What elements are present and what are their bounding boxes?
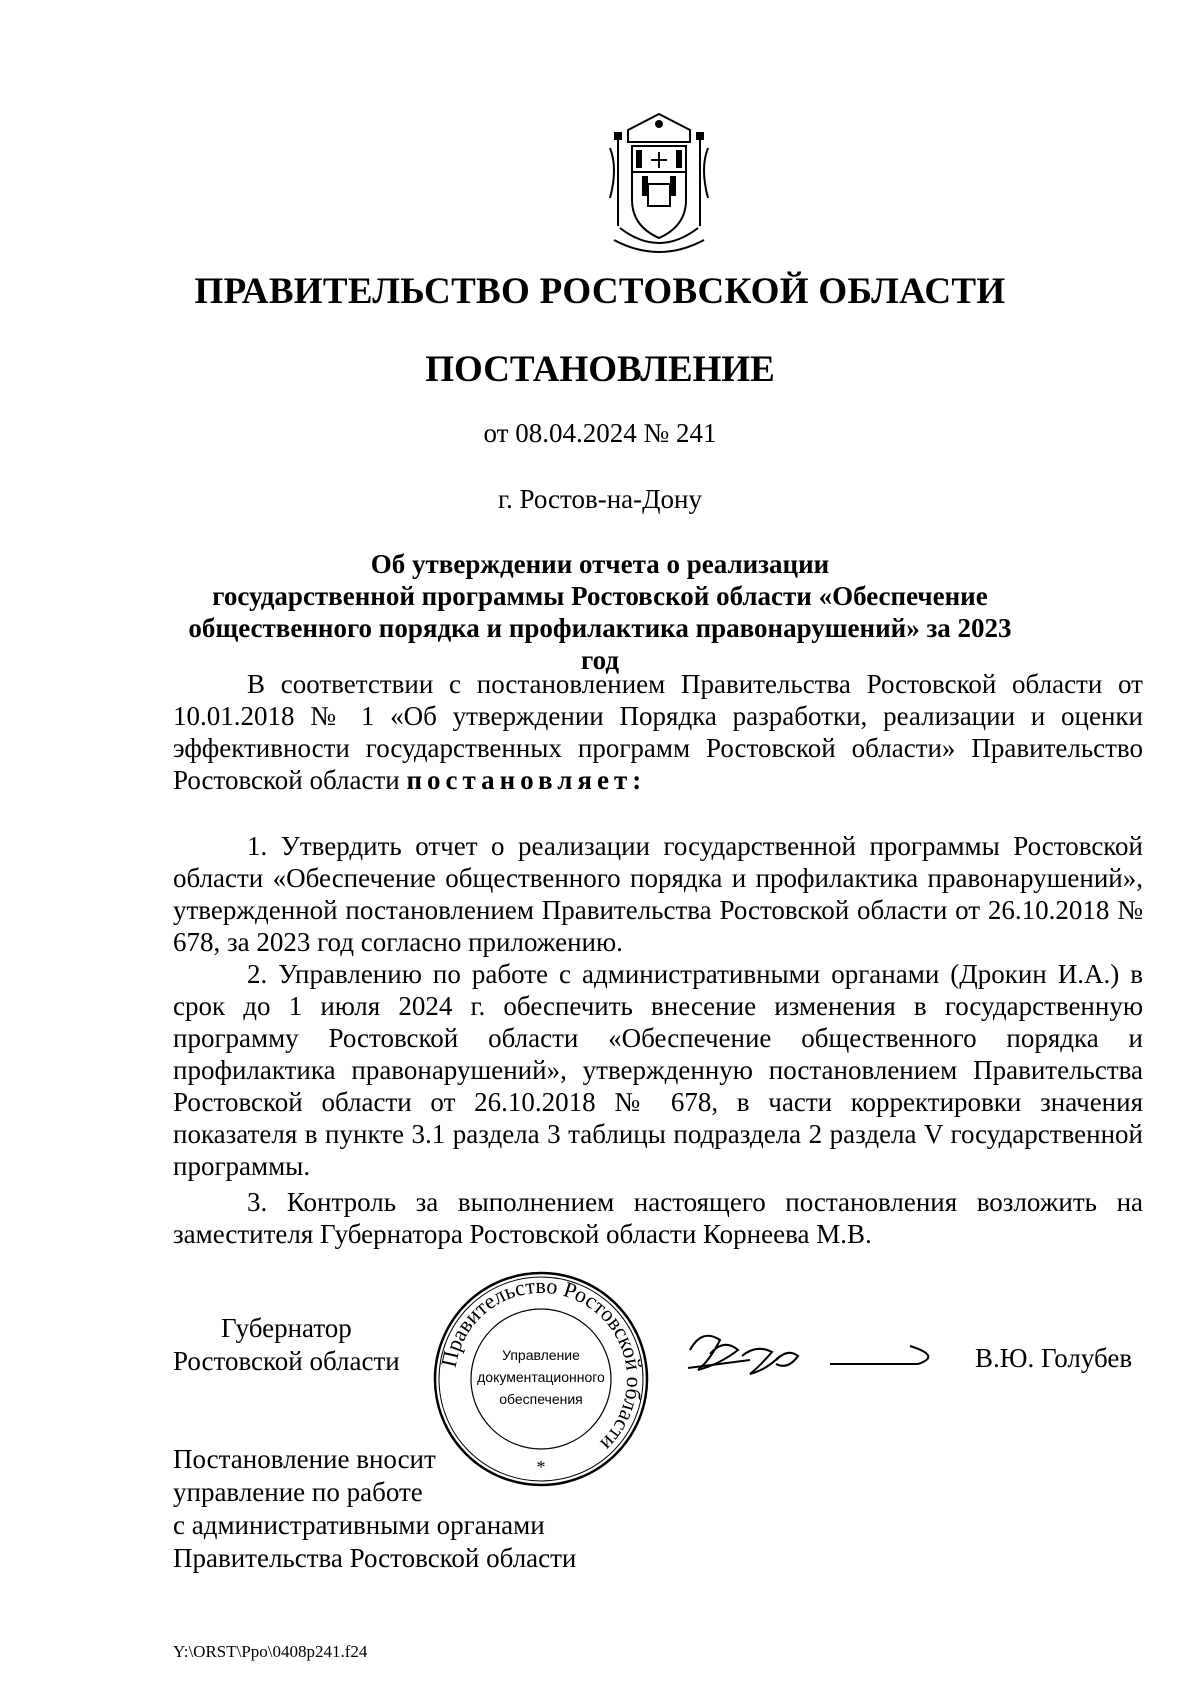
signatory-position (173, 1312, 400, 1378)
introduced-by-line: управление по работе (173, 1477, 423, 1507)
introduced-by-line: с административными органами (173, 1510, 545, 1540)
signatory-position-line: Губернатор (221, 1313, 352, 1343)
handwritten-signature (680, 1320, 940, 1390)
introduced-by-line: Правительства Ростовской области (173, 1543, 577, 1573)
introduced-by-line: Постановление вносит (173, 1444, 436, 1474)
subject-line: государственной программы Ростовской области «Обеспечение (212, 581, 988, 611)
resolution-item-2: 2. Управлению по работе с административными органами (Дрокин И.А.) в срок до 1 июля 2024 г. обеспечить внесение изменения в государственную программу Ростовской области «Обеспечение общественного порядка и профилактика правонарушений», утвержденную постановлением Правительства Ростовской области от 26.10.2018 № 678, в части корректировки значения показателя в пункте 3.1 раздела 3 таблицы подраздела 2 раздела V государственной программы. (173, 959, 1143, 1181)
resolution-item-3: 3. Контроль за выполнением настоящего постановления возложить на заместителя Губернатора Ростовской области Корнеева М.В. (173, 1187, 1143, 1249)
preamble-text: В соответствии с постановлением Правительства Ростовской области от 10.01.2018 № 1 «Об утверждении Порядка разработки, реализации и оценки эффективности государственных программ Ростовской области» Правительство Ростовской области (173, 669, 1143, 795)
document-city: г. Ростов-на-Дону (497, 484, 702, 514)
signatory-name: В.Ю. Голубев (975, 1343, 1133, 1373)
svg-text:Правительство Ростовской облас (436, 1273, 647, 1457)
organization-title: ПРАВИТЕЛЬСТВО РОСТОВСКОЙ ОБЛАСТИ (194, 271, 1006, 312)
coat-of-arms-icon (598, 108, 720, 256)
stamp-star: * (536, 1457, 546, 1477)
document-date-number: от 08.04.2024 № 241 (483, 418, 717, 448)
preamble-paragraph (173, 668, 1143, 796)
resolution-keyword: постановляет: (406, 765, 647, 795)
subject-line: общественного порядка и профилактика правонарушений» за 2023 год (188, 613, 1012, 675)
document-type-heading: ПОСТАНОВЛЕНИЕ (425, 349, 775, 390)
subject-line: Об утверждении отчета о реализации (370, 549, 830, 579)
stamp-center-line: документационного (477, 1369, 605, 1385)
signatory-position-line: Ростовской области (173, 1346, 400, 1376)
resolution-item-1: 1. Утвердить отчет о реализации государственной программы Ростовской области «Обеспечение общественного порядка и профилактика правонарушений», утвержденной постановлением Правительства Ростовской области от 26.10.2018 № 678, за 2023 год согласно приложению. (173, 831, 1143, 957)
stamp-ring-text: Правительство Ростовской области (435, 1272, 648, 1457)
document-subject (175, 548, 1025, 676)
stamp-center-line: обеспечения (499, 1391, 583, 1407)
stamp-center-line: Управление (502, 1347, 580, 1363)
file-path: Y:\ORST\Ppo\0408p241.f24 (173, 1642, 368, 1661)
introduced-by (173, 1443, 576, 1575)
